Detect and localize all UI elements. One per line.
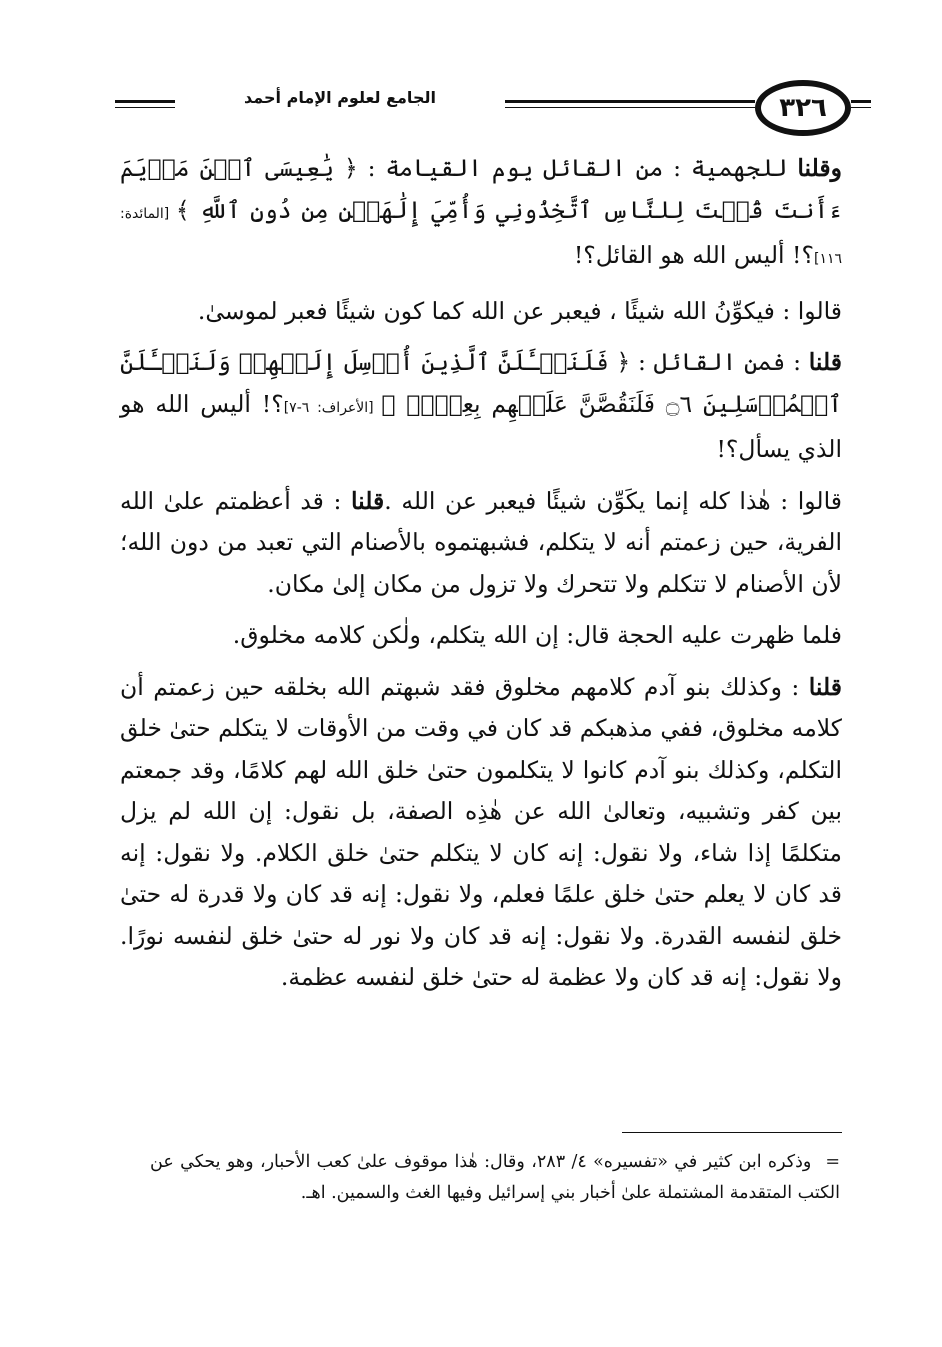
- paragraph-lead: قلنا: [808, 348, 842, 376]
- quran-reference: [الأعراف: ٦-٧]: [283, 399, 382, 416]
- running-title: الجامع لعلوم الإمام أحمد: [175, 84, 505, 111]
- paragraph-tail: ؟! أليس الله هو القائل؟!: [573, 241, 814, 269]
- paragraph-text-continued: : قد أعظمتم علىٰ الله الفرية، حين زعمتم أنه لا يتكلم، فشبهتموه بالأصنام التي تعبد من دون الله؛ لأن الأصنام لا تتكلم ولا تتحرك ولا تزول من مكان إلىٰ مكان.: [120, 486, 842, 598]
- paragraph-6: [120, 667, 842, 999]
- main-text: [120, 148, 842, 999]
- page-number-badge: [755, 80, 851, 136]
- page-header: [115, 70, 860, 140]
- paragraph-lead: قلنا: [351, 486, 385, 515]
- footnote-continuation-mark: =: [825, 1152, 840, 1172]
- paragraph-1: [120, 148, 842, 281]
- footnote-separator: [622, 1132, 842, 1133]
- header-rule-short: [851, 100, 871, 108]
- paragraph-text: قالوا : هٰذا كله إنما يكَوِّن شيئًا فيعبر عن الله .: [384, 486, 842, 515]
- footnote-text: وذكره ابن كثير في «تفسيره» ٤/ ٢٨٣، وقال: هٰذا موقوف علىٰ كعب الأحبار، وهو يحكي عن الكتب المتقدمة المشتملة علىٰ أخبار بني إسرائيل وفيها الغث والسمين. اهـ.: [150, 1152, 840, 1203]
- paragraph-lead: وقلنا: [797, 154, 842, 182]
- paragraph-text: : وكذلك بنو آدم كلامهم مخلوق فقد شبهتم الله بخلقه حين زعمتم أن كلامه مخلوق، ففي مذهبكم قد كان في وقت من الأوقات لا يتكلم حتىٰ خلق التكلم، وكذلك بنو آدم كانوا لا يتكلمون حتىٰ خلق الله لهم كلامًا، وقد جمعتم بين كفر وتشبيه، وتعالىٰ الله عن هٰذِه الصفة، بل نقول: إن الله لم يزل متكلمًا إذا شاء، ولا نقول: إنه كان لا يتكلم حتىٰ خلق الكلام. ولا نقول: إنه قد كان لا يعلم حتىٰ خلق علمًا فعلم، ولا نقول: إنه قد كان ولا قدرة له حتىٰ خلق لنفسه القدرة. ولا نقول: إنه قد كان ولا نور له حتىٰ خلق لنفسه نورًا. ولا نقول: إنه قد كان ولا عظمة له حتىٰ خلق لنفسه عظمة.: [120, 672, 842, 991]
- paragraph-text: قالوا : فيكوِّنُ الله شيئًا ، فيعبر عن الله كما كون شيئًا فعبر لموسىٰ.: [197, 296, 842, 325]
- paragraph-text: للجهمية : من القائل يوم القيامة : ﴿ يَٰعِيسَى ٱبۡنَ مَرۡيَمَ ءَأَنتَ قُلۡتَ لِلنَّاسِ ٱتَّخِذُونِي وَأُمِّيَ إِلَٰهَيۡنِ مِن دُونِ ٱللَّهِ ﴾: [120, 154, 842, 224]
- paragraph-4: [120, 481, 842, 606]
- paragraph-text: فلما ظهرت عليه الحجة قال: إن الله يتكلم، ولٰكن كلامه مخلوق.: [232, 621, 842, 649]
- paragraph-2: [120, 291, 842, 333]
- paragraph-3: [120, 342, 842, 471]
- paragraph-lead: قلنا: [808, 672, 842, 701]
- footnote: [150, 1147, 840, 1209]
- paragraph-5: [120, 615, 842, 657]
- paragraph-tail: ؟! أليس الله هو الذي يسأل؟!: [120, 389, 842, 463]
- page-number: ٣٢٦: [779, 93, 827, 123]
- paragraph-text: : فمن القائل : ﴿ فَلَنَسۡـَٔلَنَّ ٱلَّذِينَ أُرۡسِلَ إِلَيۡهِمۡ وَلَنَسۡـَٔلَنَّ ٱلۡمُرۡسَلِينَ ۝٦ فَلَنَقُصَّنَّ عَلَيۡهِم بِعِلۡمٖ ﴾: [120, 348, 842, 418]
- quran-reference: [المائدة: ١١٦]: [120, 205, 842, 267]
